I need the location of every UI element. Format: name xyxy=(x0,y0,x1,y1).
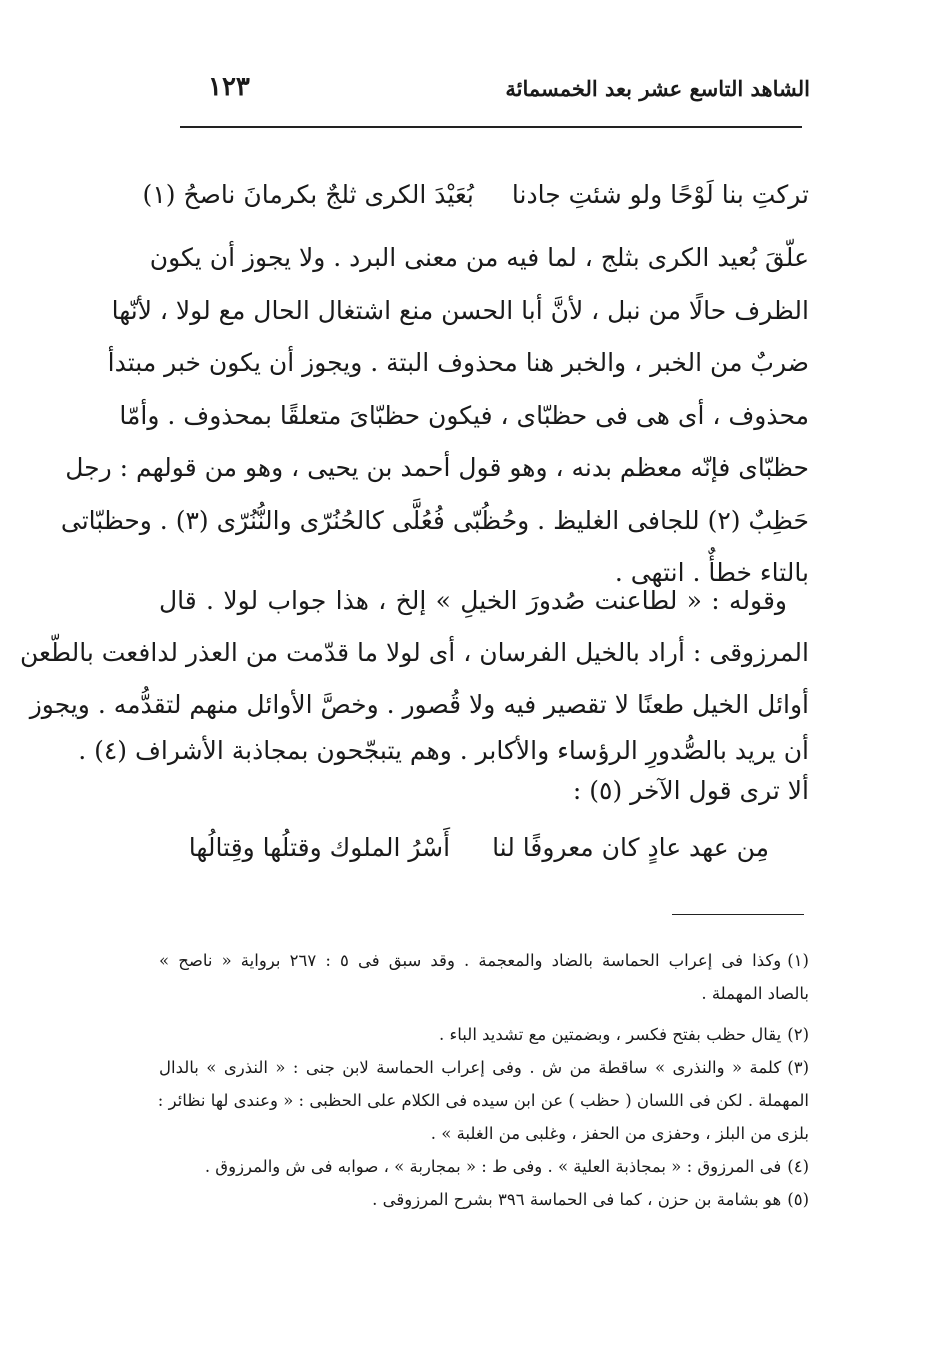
verse-1 xyxy=(143,177,809,213)
paragraph-2-line: ألا ترى قول الآخر (٥) : xyxy=(572,776,809,805)
footnote-number: (٢) xyxy=(787,1025,809,1044)
verse-2 xyxy=(189,830,769,866)
footnote-line xyxy=(159,1150,809,1183)
footnote-number: (١) xyxy=(787,951,809,970)
footnote-text: وكذا فى إعراب الحماسة بالضاد والمعجمة . وقد سبق فى ٥ : ٢٦٧ برواية « ناصح » xyxy=(159,951,782,970)
page-number: ١٢٣ xyxy=(208,72,250,102)
paragraph-2-line: أن يريد بالصُّدورِ الرؤساء والأكابر . وهم يتبجّحون بمجاذبة الأشراف (٤) . xyxy=(78,736,809,765)
verse-1-hemistich-2: بُعَيْدَ الكرى ثلجٌ بكرمانَ ناصحُ (١) xyxy=(142,180,474,209)
paragraph-1-line: ضربٌ من الخبر ، والخبر هنا محذوف البتة . ويجوز أن يكون خبر مبتدأ xyxy=(107,348,809,377)
paragraph-2-line: المرزوقى : أراد بالخيل الفرسان ، أى لولا ما قدّمت من العذر لدافعت بالطّعن xyxy=(20,638,809,667)
footnote-line xyxy=(159,1018,809,1051)
footnote-text: هو بشامة بن حزن ، كما فى الحماسة ٣٩٦ بشرح المرزوقى . xyxy=(372,1190,782,1209)
footnote-line: المهملة . لكن فى اللسان ( حظب ) عن ابن سيده فى الكلام على الحظبى : « وعندى لها نظائر : xyxy=(157,1091,809,1110)
footnote-text: يقال حظب بفتح فكسر ، وبضمتين مع تشديد الباء . xyxy=(439,1025,782,1044)
paragraph-1-line: محذوف ، أى هى فى حظبّاى ، فيكون حظبّاىَ متعلقًا بمحذوف . وأمّا xyxy=(119,400,809,430)
footnotes xyxy=(159,944,809,1216)
footnote-line xyxy=(159,1183,809,1216)
paragraph-2-line: وقوله : « لطاعنت صُدورَ الخيلِ » إلخ ، هذا جواب لولا . قال xyxy=(159,586,787,615)
footnote-number: (٤) xyxy=(787,1157,809,1176)
verse-2-hemistich-2: أَسْرُ الملوك وقتلُها وقِتالُها xyxy=(188,833,451,862)
footnote-3 xyxy=(159,1051,809,1150)
paragraph-1-line: حَظِبٌ (٢) للجافى الغليظ . وحُظُبّى فُعُلَّى كالحُنُرّى والنُّنُرّى (٣) . وحظبّاتى xyxy=(60,505,809,535)
paragraph-1-line: علّقَ بُعيد الكرى بثلج ، لما فيه من معنى البرد . ولا يجوز أن يكون xyxy=(149,243,809,272)
verse-2-hemistich-1: مِن عهد عادٍ كان معروفًا لنا xyxy=(492,833,769,862)
paragraph-1-line: بالتاء خطأٌ . انتهى . xyxy=(614,558,809,587)
paragraph-1-line: حظبّاى فإنّه معظم بدنه ، وهو قول أحمد بن يحيى ، وهو من قولهم : رجل xyxy=(65,453,809,482)
footnote-line: بالصاد المهملة . xyxy=(701,984,809,1003)
running-title: الشاهد التاسع عشر بعد الخمسمائة xyxy=(505,76,810,101)
paragraph-1-line: الظرف حالًا من نبل ، لأنَّ أبا الحسن منع اشتغال الحال مع لولا ، لأنّها xyxy=(111,295,809,325)
footnote-line xyxy=(159,944,809,977)
footnote-line xyxy=(159,1051,809,1084)
footnote-1 xyxy=(159,944,809,1010)
footnote-4 xyxy=(159,1150,809,1183)
verse-1-hemistich-1: تركتِ بنا لَوْحًا ولو شئتِ جادنا xyxy=(511,180,809,209)
footnote-separator xyxy=(672,914,804,915)
footnote-text: كلمة « والنذرى » ساقطة من ش . وفى إعراب الحماسة لابن جنى : « النذرى » بالدال xyxy=(159,1058,782,1077)
footnote-line: بلزى من البلز ، وحفزى من الحفز ، وغلبى من الغلبة » . xyxy=(430,1124,809,1143)
footnote-2 xyxy=(159,1018,809,1051)
footnote-text: فى المرزوق : « بمجاذبة العلية » . وفى ط : « بمجاربة » ، صوابه فى ش والمرزوق . xyxy=(204,1157,782,1176)
footnote-number: (٥) xyxy=(787,1190,809,1209)
paragraph-2 xyxy=(20,575,809,811)
header-rule xyxy=(180,126,802,128)
footnote-number: (٣) xyxy=(787,1058,809,1077)
page-header xyxy=(180,72,810,112)
footnote-5 xyxy=(159,1183,809,1216)
paragraph-2-line: أوائل الخيل طعنًا لا تقصير فيه ولا قُصور . وخصَّ الأوائل منهم لتقدُّمه . ويجوز xyxy=(29,690,809,719)
paragraph-1 xyxy=(60,232,809,600)
